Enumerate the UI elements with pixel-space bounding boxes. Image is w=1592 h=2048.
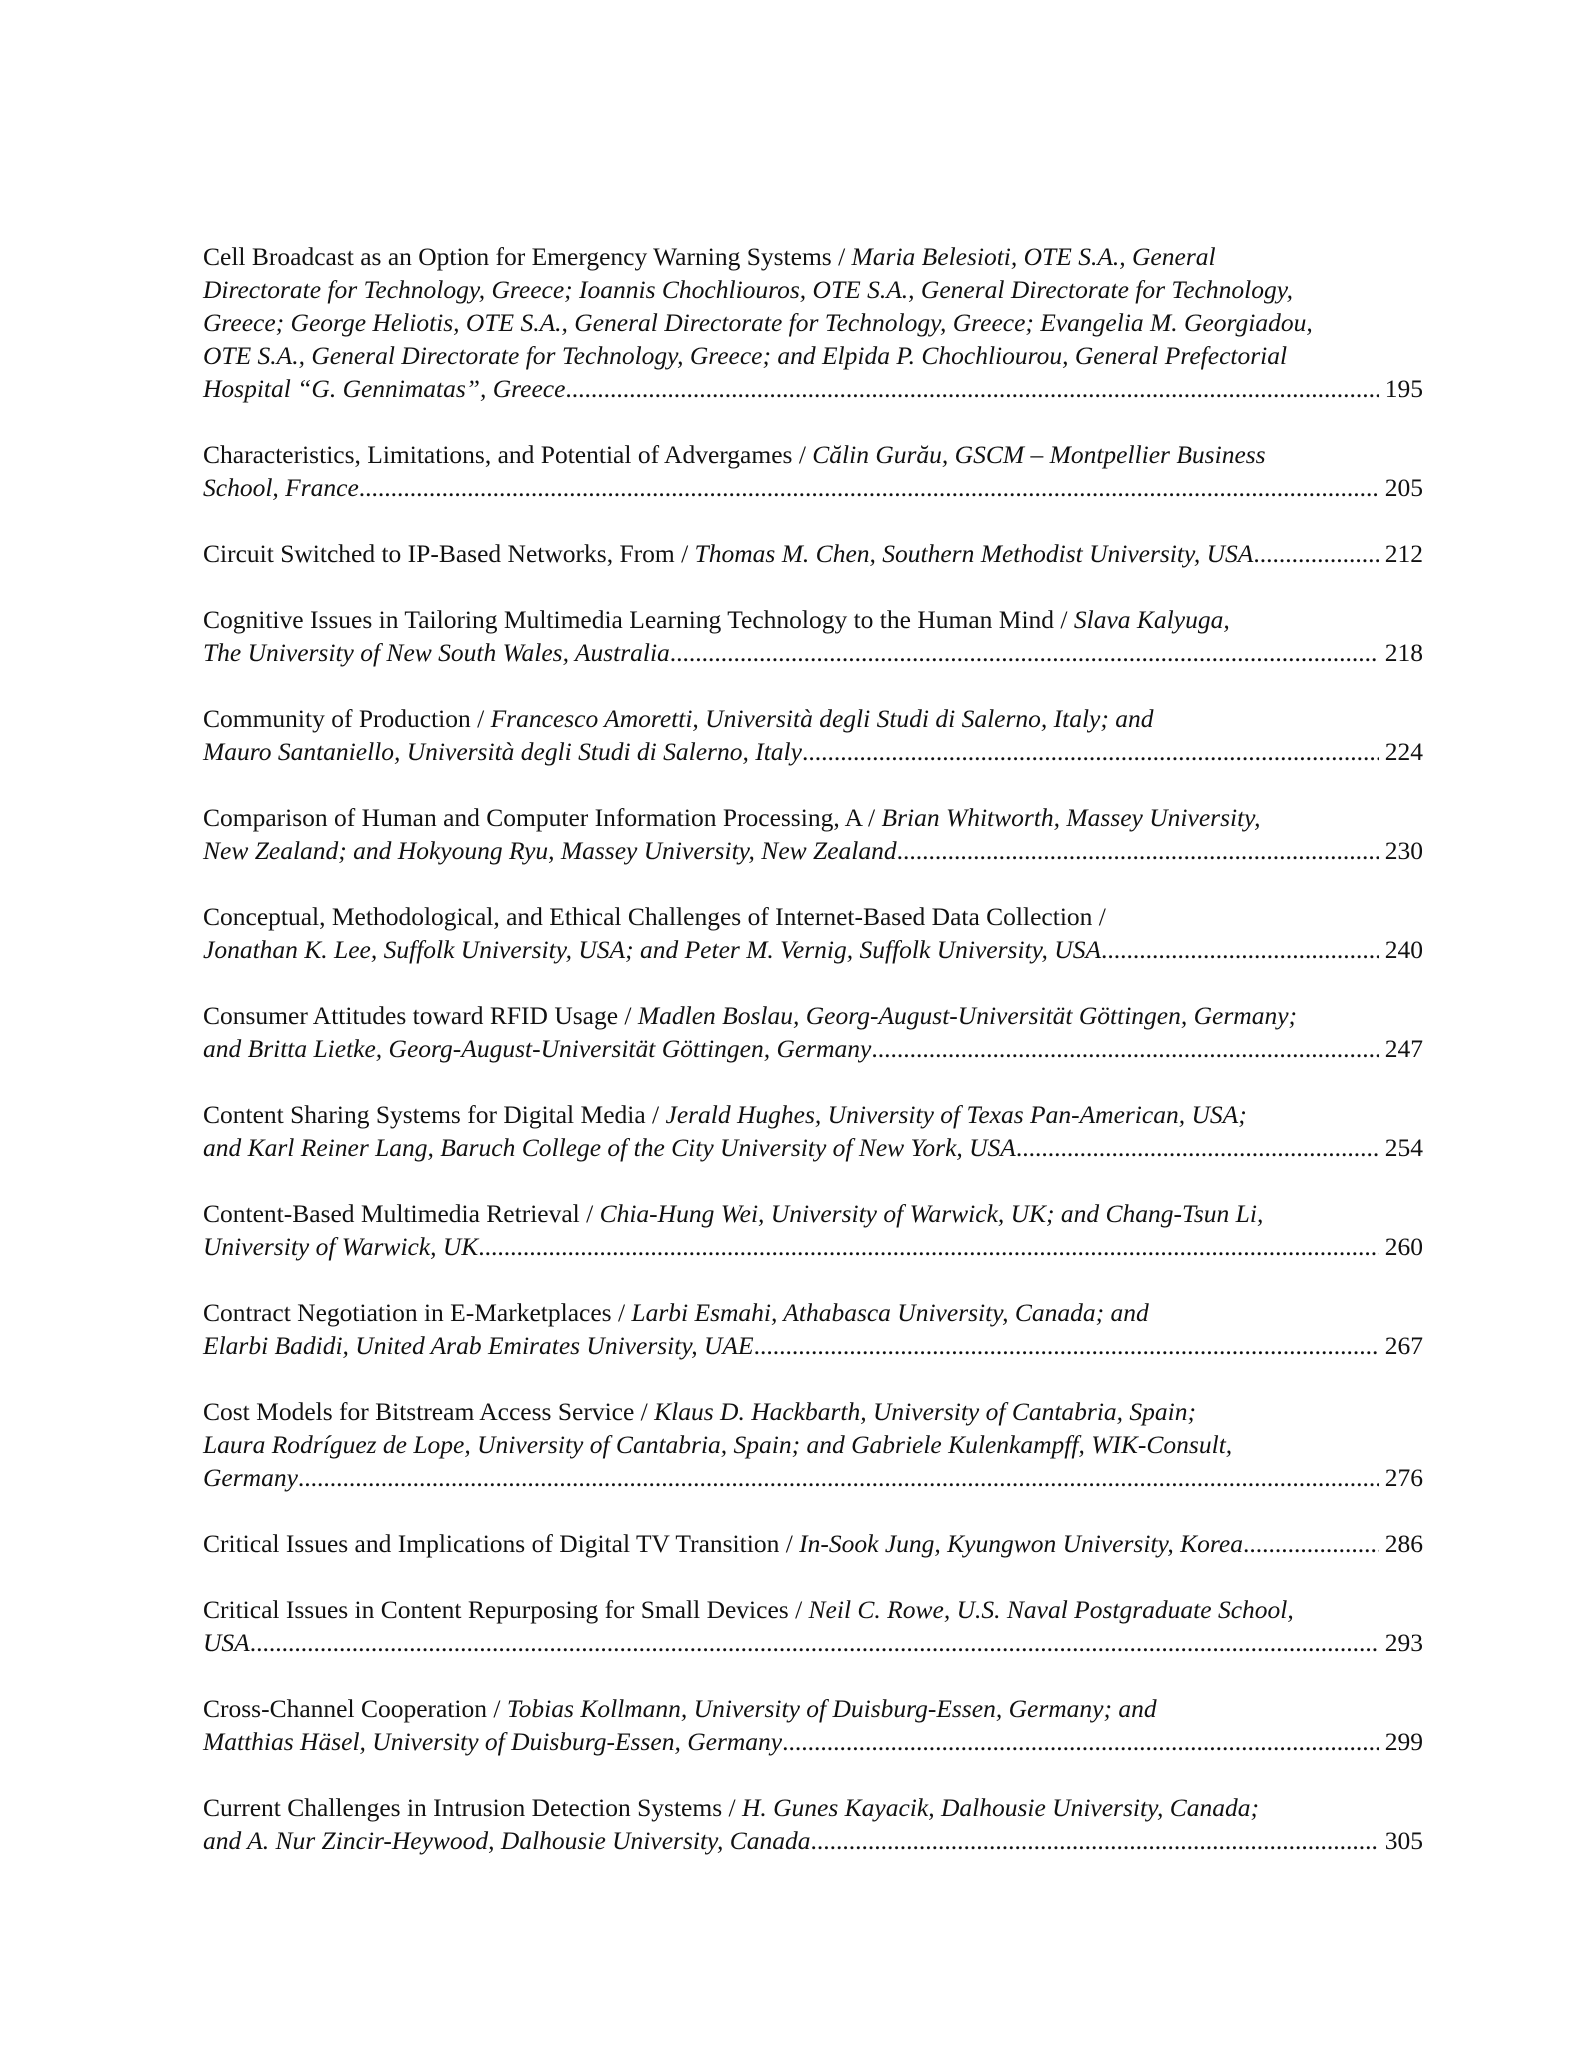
- toc-entry-last-text: Mauro Santaniello, Università degli Studi di Salerno, Italy: [203, 737, 802, 766]
- toc-entry-line: Content Sharing Systems for Digital Media / Jerald Hughes, University of Texas Pan-American, USA;: [203, 1100, 1247, 1129]
- toc-entry-line: Cell Broadcast as an Option for Emergency Warning Systems / Maria Belesioti, OTE S.A., General: [203, 242, 1216, 271]
- dot-leader: [565, 372, 1378, 405]
- toc-entry-last-line: [203, 636, 1423, 669]
- toc-entry-line: Critical Issues in Content Repurposing for Small Devices / Neil C. Rowe, U.S. Naval Postgraduate School,: [203, 1595, 1294, 1624]
- toc-entry-last-line: [203, 834, 1423, 867]
- toc-entry-last-line: [203, 1329, 1423, 1362]
- toc-entry: [203, 801, 1423, 867]
- dot-leader: [1101, 933, 1379, 966]
- toc-entry-last-text: and A. Nur Zincir-Heywood, Dalhousie University, Canada: [203, 1826, 811, 1855]
- toc-entry-last-text: The University of New South Wales, Australia: [203, 638, 670, 667]
- toc-entry-line: Comparison of Human and Computer Information Processing, A / Brian Whitworth, Massey University,: [203, 803, 1261, 832]
- page-number: 267: [1384, 1331, 1423, 1360]
- toc-entry-last-text: Jonathan K. Lee, Suffolk University, USA; and Peter M. Vernig, Suffolk University, USA: [203, 935, 1102, 964]
- toc-entry: [203, 999, 1423, 1065]
- toc-entry-line: OTE S.A., General Directorate for Technology, Greece; and Elpida P. Chochliourou, General Prefectorial: [203, 341, 1288, 370]
- toc-entry-last-text: Elarbi Badidi, United Arab Emirates University, UAE: [203, 1331, 754, 1360]
- toc-entry-last-line: [203, 1032, 1423, 1065]
- toc-entry-last-text: and Britta Lietke, Georg-August-Universität Göttingen, Germany: [203, 1034, 872, 1063]
- dot-leader: [298, 1461, 1379, 1494]
- dot-leader: [478, 1230, 1378, 1263]
- dot-leader: [897, 834, 1379, 867]
- toc-entry: [203, 240, 1423, 405]
- toc-entry-last-line: [203, 1725, 1423, 1758]
- toc-entry-line: Greece; George Heliotis, OTE S.A., General Directorate for Technology, Greece; Evangelia M. Georgiadou,: [203, 308, 1313, 337]
- page-number: 218: [1384, 638, 1423, 667]
- toc-entry: [203, 1593, 1423, 1659]
- toc-entry-last-line: [203, 372, 1423, 405]
- toc-entry-last-text: University of Warwick, UK: [203, 1232, 479, 1261]
- page-number: 305: [1384, 1826, 1423, 1855]
- page-number: 299: [1384, 1727, 1423, 1756]
- toc-entry: [203, 603, 1423, 669]
- toc-entry: [203, 702, 1423, 768]
- page-number: 224: [1384, 737, 1423, 766]
- toc-entry-last-line: [203, 1131, 1423, 1164]
- toc-entry: [203, 1692, 1423, 1758]
- toc-entry-line: Consumer Attitudes toward RFID Usage / Madlen Boslau, Georg-August-Universität Göttingen, Germany;: [203, 1001, 1298, 1030]
- page-number: 260: [1384, 1232, 1423, 1261]
- dot-leader: [782, 1725, 1379, 1758]
- toc-entry-last-line: [203, 471, 1423, 504]
- toc-entry-last-text: USA: [203, 1628, 250, 1657]
- toc-entry-last-text: School, France: [203, 473, 359, 502]
- page-number: 254: [1384, 1133, 1423, 1162]
- toc-entry-last-line: [203, 735, 1423, 768]
- toc-entry-line: Laura Rodríguez de Lope, University of Cantabria, Spain; and Gabriele Kulenkampff, WIK-Consult,: [203, 1430, 1233, 1459]
- toc-entry-last-text: Germany: [203, 1463, 298, 1492]
- toc-entry: [203, 1197, 1423, 1263]
- toc-entry-line: Current Challenges in Intrusion Detection Systems / H. Gunes Kayacik, Dalhousie University, Canada;: [203, 1793, 1259, 1822]
- toc-entry-last-text: Matthias Häsel, University of Duisburg-Essen, Germany: [203, 1727, 783, 1756]
- toc-entry-line: Directorate for Technology, Greece; Ioannis Chochliouros, OTE S.A., General Directorate for Technology,: [203, 275, 1294, 304]
- toc-entry-line: Cross-Channel Cooperation / Tobias Kollmann, University of Duisburg-Essen, Germany; and: [203, 1694, 1157, 1723]
- toc-entry-last-line: [203, 1527, 1423, 1560]
- toc-entry-last-line: [203, 537, 1423, 570]
- toc-entry-line: Community of Production / Francesco Amoretti, Università degli Studi di Salerno, Italy; and: [203, 704, 1154, 733]
- toc-entry-last-text: and Karl Reiner Lang, Baruch College of the City University of New York, USA: [203, 1133, 1016, 1162]
- table-of-contents: [203, 240, 1423, 1890]
- dot-leader: [1253, 537, 1378, 570]
- page-number: 286: [1384, 1529, 1423, 1558]
- toc-entry-last-line: [203, 1824, 1423, 1857]
- dot-leader: [754, 1329, 1379, 1362]
- toc-entry-last-line: [203, 1461, 1423, 1494]
- page-number: 293: [1384, 1628, 1423, 1657]
- toc-entry: [203, 438, 1423, 504]
- dot-leader: [1243, 1527, 1379, 1560]
- page-number: 205: [1384, 473, 1423, 502]
- toc-entry-last-text: New Zealand; and Hokyoung Ryu, Massey University, New Zealand: [203, 836, 897, 865]
- toc-entry: [203, 1791, 1423, 1857]
- toc-entry-last-text: Hospital “G. Gennimatas”, Greece: [203, 374, 566, 403]
- page-number: 230: [1384, 836, 1423, 865]
- dot-leader: [359, 471, 1379, 504]
- dot-leader: [250, 1626, 1379, 1659]
- toc-entry-last-text: Circuit Switched to IP-Based Networks, From / Thomas M. Chen, Southern Methodist University, USA: [203, 539, 1254, 568]
- toc-entry-last-line: [203, 1626, 1423, 1659]
- toc-entry-line: Conceptual, Methodological, and Ethical Challenges of Internet-Based Data Collection /: [203, 902, 1106, 931]
- toc-entry-last-text: Critical Issues and Implications of Digital TV Transition / In-Sook Jung, Kyungwon University, Korea: [203, 1529, 1243, 1558]
- dot-leader: [670, 636, 1379, 669]
- toc-entry: [203, 900, 1423, 966]
- page-number: 240: [1384, 935, 1423, 964]
- dot-leader: [802, 735, 1379, 768]
- toc-entry: [203, 1527, 1423, 1560]
- toc-entry: [203, 1098, 1423, 1164]
- toc-entry-line: Contract Negotiation in E-Marketplaces / Larbi Esmahi, Athabasca University, Canada; and: [203, 1298, 1149, 1327]
- toc-entry: [203, 1395, 1423, 1494]
- toc-entry-line: Content-Based Multimedia Retrieval / Chia-Hung Wei, University of Warwick, UK; and Chang-Tsun Li,: [203, 1199, 1264, 1228]
- toc-entry-line: Cost Models for Bitstream Access Service / Klaus D. Hackbarth, University of Cantabria, Spain;: [203, 1397, 1196, 1426]
- page-number: 195: [1384, 374, 1423, 403]
- page-number: 212: [1384, 539, 1423, 568]
- dot-leader: [810, 1824, 1378, 1857]
- toc-entry-line: Cognitive Issues in Tailoring Multimedia Learning Technology to the Human Mind / Slava Kalyuga,: [203, 605, 1230, 634]
- toc-entry-last-line: [203, 933, 1423, 966]
- toc-entry-line: Characteristics, Limitations, and Potential of Advergames / Călin Gurău, GSCM – Montpellier Business: [203, 440, 1266, 469]
- toc-entry-last-line: [203, 1230, 1423, 1263]
- toc-entry: [203, 537, 1423, 570]
- dot-leader: [1016, 1131, 1379, 1164]
- page-number: 276: [1384, 1463, 1423, 1492]
- page-number: 247: [1384, 1034, 1423, 1063]
- toc-entry: [203, 1296, 1423, 1362]
- dot-leader: [871, 1032, 1378, 1065]
